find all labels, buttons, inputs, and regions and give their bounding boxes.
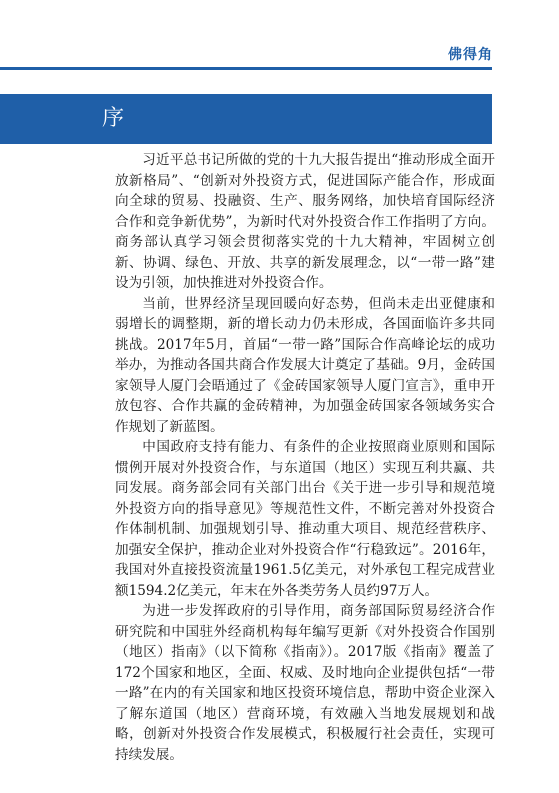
section-title-bar (0, 94, 492, 144)
running-title: 佛得角 (448, 47, 493, 63)
preface-body (115, 150, 495, 765)
paragraph: 习近平总书记所做的党的十九大报告提出“推动形成全面开放新格局”、“创新对外投资方式，促进国际产能合作，形成面向全球的贸易、投融资、生产、服务网络，加快培育国际经济合作和竞争新优势”，为新时代对外投资合作工作指明了方向。商务部认真学习领会贯彻落实党的十九大精神，牢固树立创新、协调、绿色、开放、共享的新发展理念，以“一带一路”建设为引领，加快推进对外投资合作。 (115, 152, 495, 291)
section-title: 序 (102, 106, 125, 131)
paragraph: 中国政府支持有能力、有条件的企业按照商业原则和国际惯例开展对外投资合作，与东道国（地区）实现互利共赢、共同发展。商务部会同有关部门出台《关于进一步引导和规范境外投资方向的指导意见》等规范性文件，不断完善对外投资合作体制机制、加强规划引导、推动重大项目、规范经营秩序、加强安全保护，推动企业对外投资合作“行稳致远”。2016年，我国对外直接投资流量1961.5亿美元，对外承包工程完成营业额1594.2亿美元，年末在外各类劳务人员约97万人。 (115, 439, 495, 599)
header-rule (0, 67, 492, 70)
paragraph: 当前，世界经济呈现回暖向好态势，但尚未走出亚健康和弱增长的调整期，新的增长动力仍未形成，各国面临许多共同挑战。2017年5月，首届“一带一路”国际合作高峰论坛的成功举办，为推动各国共商合作发展大计奠定了基础。9月，金砖国家领导人厦门会晤通过了《金砖国家领导人厦门宣言》，重申开放包容、合作共赢的金砖精神，为加强金砖国家各领域务实合作规划了新蓝图。 (115, 295, 495, 435)
paragraph: 为进一步发挥政府的引导作用，商务部国际贸易经济合作研究院和中国驻外经商机构每年编写更新《对外投资合作国别（地区）指南》（以下简称《指南》）。2017版《指南》覆盖了172个国家和地区，全面、权威、及时地向企业提供包括“一带一路”在内的有关国家和地区投资环境信息，帮助中资企业深入了解东道国（地区）营商环境，有效融入当地发展规划和战略，创新对外投资合作发展模式，积极履行社会责任，实现可持续发展。 (115, 603, 495, 763)
